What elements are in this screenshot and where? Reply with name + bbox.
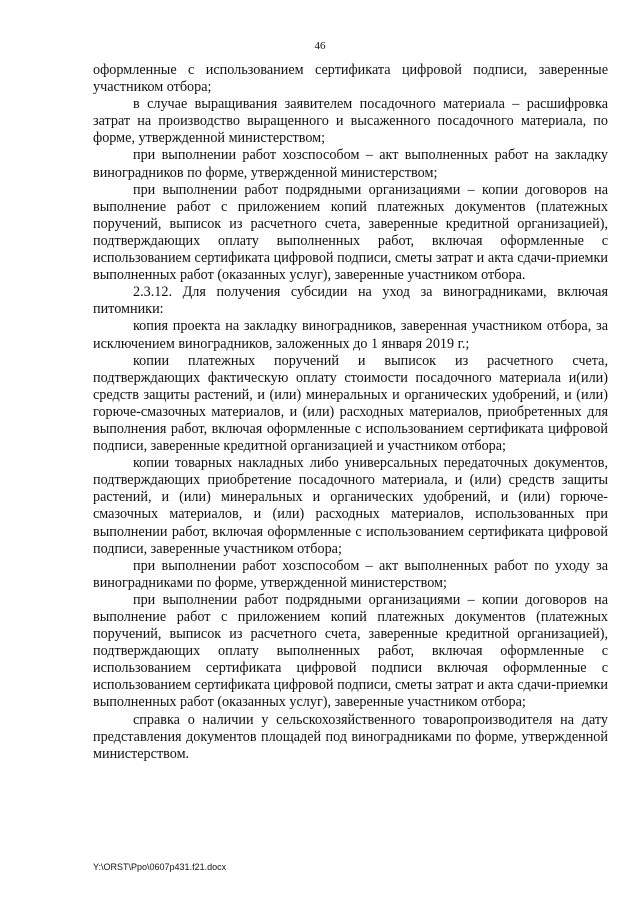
section-heading-2-3-12: 2.3.12. Для получения субсидии на уход за виноградниками, включая питомники:	[93, 284, 608, 318]
footer-file-path: Y:\ORST\Ppo\0607p431.f21.docx	[93, 862, 227, 872]
paragraph: при выполнении работ подрядными организациями – копии договоров на выполнение работ с приложением копий платежных документов (платежных поручений, выписок из расчетного счета, заверенные кредитной организацией), подтверждающих оплату выполненных работ, включая оформленные с использованием сертификата цифровой подписи, сметы затрат и акта сдачи-приемки выполненных работ (оказанных услуг), заверенные участником отбора.	[93, 181, 608, 284]
paragraph-continuation: оформленные с использованием сертификата цифровой подписи, заверенные участником отбора;	[93, 62, 608, 96]
paragraph: копии товарных накладных либо универсальных передаточных документов, подтверждающих приобретение посадочного материала, и (или) средств защиты растений, и (или) минеральных и органических удобрений, и (или) горюче-смазочных материалов, и (или) расходных материалов, использованных при выполнении работ, включая оформленные с использованием сертификата цифровой подписи, заверенные участником отбора;	[93, 455, 608, 557]
paragraph: копии платежных поручений и выписок из расчетного счета, подтверждающих фактическую оплату стоимости посадочного материала и(или) средств защиты растений, и (или) минеральных и органических удобрений, и (или) горюче-смазочных материалов, и (или) расходных материалов, приобретенных для выполнения работ, включая оформленные с использованием сертификата цифровой подписи, заверенные кредитной организацией и участником отбора;	[93, 352, 608, 455]
paragraph: копия проекта на закладку виноградников, заверенная участником отбора, за исключением виноградников, заложенных до 1 января 2019 г.;	[93, 318, 608, 352]
paragraph: при выполнении работ хозспособом – акт выполненных работ на закладку виноградников по форме, утвержденной министерством;	[93, 147, 608, 181]
page-number: 46	[314, 40, 326, 52]
document-body	[93, 62, 608, 763]
paragraph: в случае выращивания заявителем посадочного материала – расшифровка затрат на производство выращенного и высаженного посадочного материала, по форме, утвержденной министерством;	[93, 96, 608, 147]
paragraph: при выполнении работ подрядными организациями – копии договоров на выполнение работ с приложением копий платежных документов (платежных поручений, выписок из расчетного счета, заверенные кредитной организацией), подтверждающих оплату выполненных работ, включая оформленные с использованием сертификата цифровой подписи включая оформленные с использованием сертификата цифровой подписи, сметы затрат и акта сдачи-приемки выполненных работ (оказанных услуг), заверенные участником отбора;	[93, 591, 608, 711]
paragraph: при выполнении работ хозспособом – акт выполненных работ по уходу за виноградниками по форме, утвержденной министерством;	[93, 557, 608, 591]
paragraph: справка о наличии у сельскохозяйственного товаропроизводителя на дату представления документов площадей под виноградниками по форме, утвержденной министерством.	[93, 711, 608, 762]
